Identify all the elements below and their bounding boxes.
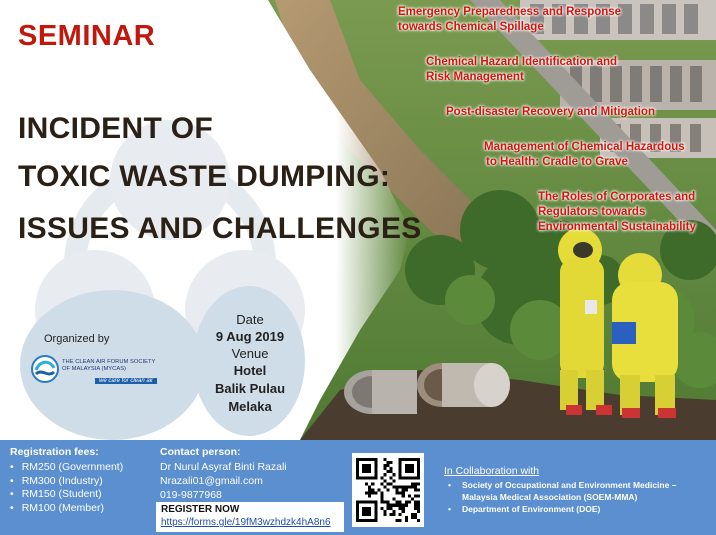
- collaboration-partners-list: [448, 480, 710, 517]
- contact-phone: 019-9877968: [160, 489, 222, 501]
- fee-item: • RM100 (Member): [10, 502, 123, 516]
- organizer-tagline: we care for clean air: [95, 378, 157, 384]
- venue-line: Hotel: [233, 363, 267, 378]
- topic-line: to Health: Cradle to Grave: [486, 156, 628, 168]
- topic-item: [446, 105, 655, 120]
- collaboration-title: In Collaboration with: [444, 465, 540, 477]
- venue-line: Melaka: [228, 399, 272, 414]
- register-box: [156, 502, 344, 532]
- venue-label: Venue: [231, 346, 269, 361]
- contact-name: Dr Nurul Asyraf Binti Razali: [160, 461, 287, 473]
- date-value: 9 Aug 2019: [215, 329, 285, 344]
- topic-line: Chemical Hazard Identification and: [426, 56, 618, 68]
- fee-item: • RM250 (Government): [10, 461, 123, 475]
- topic-line: The Roles of Corporates and: [538, 191, 696, 203]
- partner-item: • Society of Occupational and Environment Medicine – Malaysia Medical Association (SOEM-MMA): [448, 480, 710, 503]
- contact-email[interactable]: Nrazali01@gmail.com: [160, 475, 263, 487]
- topic-line: towards Chemical Spillage: [398, 21, 544, 33]
- topic-item: [398, 5, 621, 35]
- topic-line: Regulators towards: [538, 206, 646, 218]
- topic-line: Risk Management: [426, 71, 524, 83]
- topic-line: Emergency Preparedness and Response: [398, 6, 622, 18]
- fee-item: • RM300 (Industry): [10, 475, 123, 489]
- organizer-name-line: THE CLEAN AIR FORUM SOCIETY: [62, 359, 156, 365]
- event-details: [206, 312, 294, 416]
- organizer-name: [62, 359, 172, 373]
- topic-item: [426, 55, 617, 85]
- title-line: TOXIC WASTE DUMPING:: [18, 160, 391, 193]
- fee-item: • RM150 (Student): [10, 488, 123, 502]
- date-label: Date: [236, 312, 264, 327]
- venue-line: Balik Pulau: [214, 381, 286, 396]
- mycas-logo: [30, 354, 60, 384]
- topic-item: [538, 190, 696, 235]
- topic-line: Post-disaster Recovery and Mitigation: [446, 106, 655, 118]
- title-line: ISSUES AND CHALLENGES: [18, 212, 422, 245]
- registration-fees-title: Registration fees:: [10, 446, 99, 458]
- contact-person-title: Contact person:: [160, 446, 241, 458]
- qr-code-icon: [356, 457, 420, 523]
- title-line: INCIDENT OF: [18, 112, 213, 145]
- organizer-name-line: OF MALAYSIA (MYCAS): [62, 366, 126, 372]
- topic-line: Management of Chemical Hazardous: [484, 141, 685, 153]
- register-link[interactable]: https://forms.gle/19fM3wzhdzk4hA8n6: [161, 517, 331, 528]
- registration-fees-list: [10, 461, 123, 515]
- register-now-label: REGISTER NOW: [161, 504, 240, 515]
- topic-item: [484, 140, 685, 170]
- qr-code[interactable]: [352, 453, 424, 527]
- organized-by-label: Organized by: [44, 333, 110, 345]
- seminar-label: SEMINAR: [18, 20, 156, 52]
- topic-line: Environmental Sustainability: [538, 221, 696, 233]
- partner-item: • Department of Environment (DOE): [448, 504, 710, 516]
